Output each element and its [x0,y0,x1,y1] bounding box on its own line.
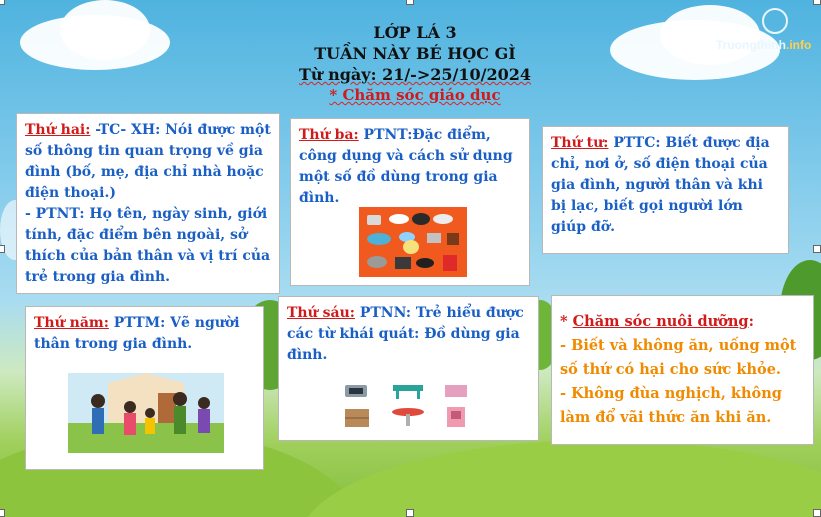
thursday-text: PTTM: Vẽ người thân trong gia đình. [34,315,240,352]
tuesday-text: PTNT:Đặc điểm, công dụng và cách sử dụng một số đồ dùng trong gia đình. [299,127,513,206]
monday-text-1: -TC- XH: Nói được một số thông tin quan trọng về gia đình (bố, mẹ, địa chỉ nhà hoặc điện thoại.) [25,122,271,201]
household-items-image [359,207,467,277]
care-text-2: - Không đùa nghịch, không làm đổ vãi thức ăn khi ăn. [560,385,782,426]
watermark-brand: Truongthinh [716,38,786,52]
care-title-suffix: : [748,313,754,330]
friday-text: PTNN: Trẻ hiểu được các từ khái quát: Đồ dùng gia đình. [287,305,524,363]
furniture-image [341,381,471,431]
day-label-tuesday: Thứ ba: [299,127,359,143]
watermark-logo-icon [762,8,788,34]
resize-handle[interactable] [813,245,821,253]
cloud [60,0,150,60]
resize-handle[interactable] [0,0,5,5]
resize-handle[interactable] [0,509,5,517]
day-label-wednesday: Thứ tư: [551,135,609,151]
section-title-text: * Chăm sóc giáo dục [329,86,501,104]
card-wednesday [542,126,789,254]
cloud [660,5,760,65]
resize-handle[interactable] [406,509,414,517]
watermark-suffix: .info [785,38,812,52]
resize-handle[interactable] [0,245,5,253]
day-label-monday: Thứ hai: [25,122,91,138]
date-range: Từ ngày: 21/->25/10/2024 [299,65,531,84]
care-title: Chăm sóc nuôi dưỡng [572,313,749,330]
class-title: LỚP LÁ 3 [373,23,457,42]
card-monday [16,113,280,294]
monday-text-2: - PTNT: Họ tên, ngày sinh, giới tính, đặc điểm bên ngoài, sở thích của bản thân và vị trí của trẻ trong gia đình. [25,206,271,285]
resize-handle[interactable] [406,0,414,5]
week-title: TUẦN NÀY BÉ HỌC GÌ [314,44,516,63]
card-friday [278,296,539,441]
resize-handle[interactable] [813,509,821,517]
family-drawing-image [68,373,224,453]
card-tuesday [290,118,530,286]
day-label-friday: Thứ sáu: [287,305,355,321]
card-thursday [25,306,264,470]
resize-handle[interactable] [813,0,821,5]
card-nutrition-care [551,295,814,445]
day-label-thursday: Thứ năm: [34,315,109,331]
poster-header [250,22,580,106]
hill [300,440,821,517]
care-text-1: - Biết và không ăn, uống một số thứ có hại cho sức khỏe. [560,337,797,378]
wednesday-text: PTTC: Biết được địa chỉ, nơi ở, số điện thoại của gia đình, người thân và khi bị lạc, biết gọi người lớn giúp đỡ. [551,135,770,235]
watermark [716,38,811,52]
section-title [250,85,580,106]
care-title-prefix: * [560,313,573,330]
